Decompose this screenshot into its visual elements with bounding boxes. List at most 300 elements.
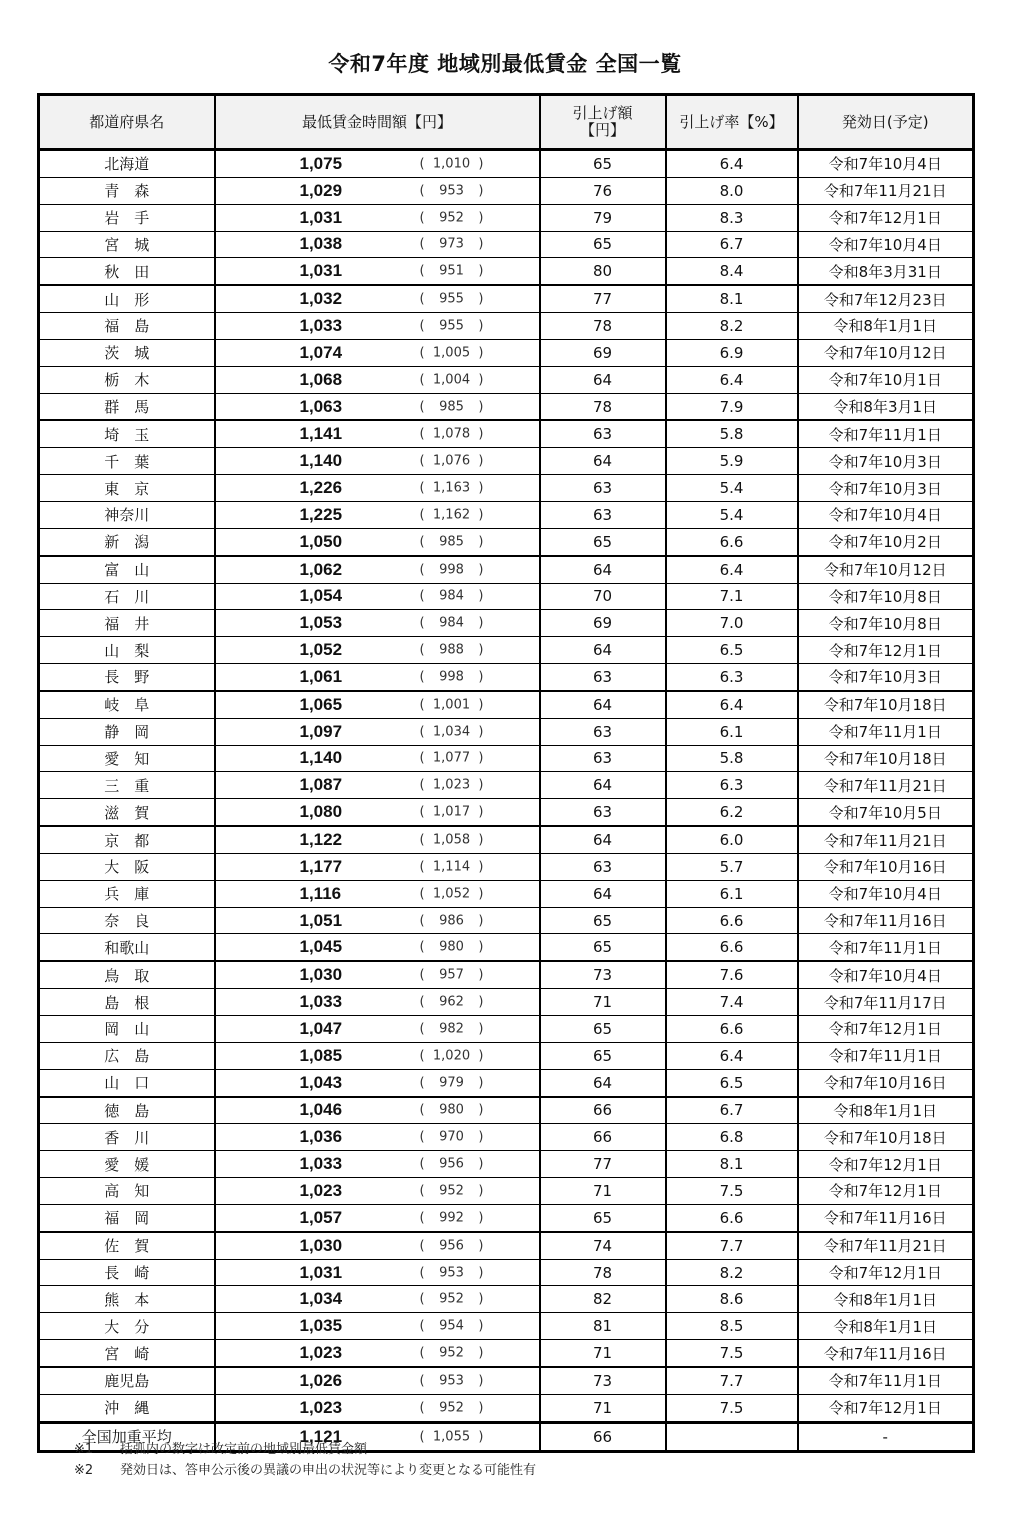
increase-amount: 71 (540, 1178, 666, 1205)
effective-date: 令和7年10月1日 (798, 366, 974, 393)
increase-rate: 5.4 (666, 475, 798, 502)
previous-wage (420, 1400, 484, 1415)
previous-wage-value: 980 (439, 1102, 464, 1118)
previous-wage (420, 968, 484, 983)
previous-wage (420, 562, 484, 577)
paren-open: ( (419, 507, 425, 523)
wage-cell (215, 1124, 540, 1151)
table-row (39, 989, 974, 1016)
previous-wage (420, 1048, 484, 1063)
increase-rate: 6.4 (666, 366, 798, 393)
effective-date: 令和7年10月5日 (798, 799, 974, 826)
effective-date: 令和7年11月1日 (798, 718, 974, 745)
increase-amount: 70 (540, 583, 666, 610)
wage-cell (215, 853, 540, 880)
increase-amount: 78 (540, 393, 666, 420)
paren-close: ) (478, 399, 484, 415)
prefecture-name: 愛 媛 (39, 1151, 215, 1178)
footnote-mark: ※2 (74, 1463, 94, 1478)
previous-wage-value: 1,010 (432, 156, 471, 172)
increase-amount: 78 (540, 1259, 666, 1286)
current-wage: 1,032 (299, 289, 343, 309)
paren-open: ( (419, 1021, 425, 1037)
paren-open: ( (419, 1102, 425, 1118)
wage-cell (215, 745, 540, 772)
increase-amount: 71 (540, 1394, 666, 1422)
increase-amount: 64 (540, 556, 666, 583)
increase-rate: 6.4 (666, 150, 798, 178)
effective-date: 令和7年10月12日 (798, 339, 974, 366)
current-wage: 1,034 (299, 1289, 343, 1309)
previous-wage-value: 1,078 (432, 426, 471, 442)
increase-rate: 6.8 (666, 1124, 798, 1151)
wage-cell (215, 556, 540, 583)
paren-open: ( (419, 1156, 425, 1172)
paren-open: ( (419, 156, 425, 172)
paren-open: ( (419, 832, 425, 848)
paren-open: ( (419, 886, 425, 902)
previous-wage (420, 1210, 484, 1225)
previous-wage (420, 886, 484, 901)
effective-date: 令和7年10月4日 (798, 961, 974, 988)
current-wage: 1,043 (299, 1072, 343, 1092)
paren-open: ( (419, 777, 425, 793)
prefecture-name: 静 岡 (39, 718, 215, 745)
previous-wage (420, 1021, 484, 1036)
increase-rate: 6.3 (666, 664, 798, 691)
increase-amount: 63 (540, 664, 666, 691)
previous-wage (420, 372, 484, 387)
increase-rate: 7.7 (666, 1232, 798, 1259)
increase-rate: 7.9 (666, 393, 798, 420)
wage-cell (215, 664, 540, 691)
current-wage: 1,075 (299, 153, 343, 173)
previous-wage-value: 1,001 (432, 697, 471, 713)
paren-close: ) (478, 1345, 484, 1361)
increase-amount: 73 (540, 1367, 666, 1394)
prefecture-name: 岡 山 (39, 1016, 215, 1043)
wage-cell (215, 610, 540, 637)
table-row (39, 1042, 974, 1069)
table-row (39, 907, 974, 934)
increase-amount: 71 (540, 989, 666, 1016)
previous-wage (420, 1238, 484, 1253)
previous-wage-value: 1,163 (432, 480, 471, 496)
previous-wage (420, 995, 484, 1010)
previous-wage (420, 833, 484, 848)
wage-cell (215, 366, 540, 393)
previous-wage (420, 1346, 484, 1361)
current-wage: 1,023 (299, 1397, 343, 1417)
table-row (39, 150, 974, 178)
current-wage: 1,226 (299, 478, 343, 498)
paren-close: ) (478, 588, 484, 604)
previous-wage (420, 751, 484, 766)
previous-wage-value: 1,058 (432, 832, 471, 848)
paren-close: ) (478, 156, 484, 172)
paren-open: ( (419, 1075, 425, 1091)
effective-date: 令和7年10月4日 (798, 880, 974, 907)
previous-wage-value: 953 (439, 1265, 464, 1281)
increase-rate: 7.5 (666, 1340, 798, 1367)
current-wage: 1,030 (299, 965, 343, 985)
paren-close: ) (478, 1210, 484, 1226)
prefecture-name: 北海道 (39, 150, 215, 178)
increase-amount: 66 (540, 1124, 666, 1151)
previous-wage (420, 210, 484, 225)
paren-close: ) (478, 750, 484, 766)
increase-rate: 8.2 (666, 313, 798, 340)
paren-open: ( (419, 750, 425, 766)
paren-open: ( (419, 1318, 425, 1334)
header-increase-line2: 【円】 (579, 121, 625, 139)
effective-date: 令和7年10月4日 (798, 501, 974, 528)
current-wage: 1,061 (299, 666, 343, 686)
effective-date: 令和7年10月18日 (798, 1124, 974, 1151)
prefecture-name: 奈 良 (39, 907, 215, 934)
previous-wage-value: 984 (439, 588, 464, 604)
table-row (39, 610, 974, 637)
current-wage: 1,023 (299, 1180, 343, 1200)
prefecture-name: 山 梨 (39, 637, 215, 664)
effective-date: 令和8年1月1日 (798, 1286, 974, 1313)
increase-rate: 8.5 (666, 1313, 798, 1340)
paren-open: ( (419, 1210, 425, 1226)
table-row (39, 448, 974, 475)
paren-close: ) (478, 507, 484, 523)
paren-close: ) (478, 1102, 484, 1118)
previous-wage-value: 970 (439, 1129, 464, 1145)
paren-open: ( (419, 642, 425, 658)
table-row (39, 339, 974, 366)
prefecture-name: 福 島 (39, 313, 215, 340)
paren-close: ) (478, 1238, 484, 1254)
previous-wage (420, 507, 484, 522)
previous-wage-value: 955 (439, 318, 464, 334)
paren-open: ( (419, 372, 425, 388)
increase-amount: 65 (540, 1016, 666, 1043)
previous-wage (420, 1292, 484, 1307)
previous-wage (420, 616, 484, 631)
paren-open: ( (419, 1400, 425, 1416)
paren-close: ) (478, 859, 484, 875)
current-wage: 1,080 (299, 802, 343, 822)
paren-open: ( (419, 318, 425, 334)
increase-rate: 5.8 (666, 745, 798, 772)
increase-rate: 5.7 (666, 853, 798, 880)
prefecture-name: 沖 縄 (39, 1394, 215, 1422)
effective-date: 令和7年10月12日 (798, 556, 974, 583)
previous-wage-value: 1,114 (432, 859, 471, 875)
increase-amount: 64 (540, 1069, 666, 1096)
previous-wage (420, 724, 484, 739)
prefecture-name: 高 知 (39, 1178, 215, 1205)
current-wage: 1,030 (299, 1235, 343, 1255)
paren-close: ) (478, 1318, 484, 1334)
increase-amount: 76 (540, 177, 666, 204)
current-wage: 1,140 (299, 748, 343, 768)
table-row (39, 1340, 974, 1367)
current-wage: 1,097 (299, 721, 343, 741)
prefecture-name: 東 京 (39, 475, 215, 502)
wage-cell (215, 501, 540, 528)
wage-cell (215, 1178, 540, 1205)
previous-wage-value: 952 (439, 1291, 464, 1307)
increase-amount: 65 (540, 150, 666, 178)
previous-wage (420, 940, 484, 955)
prefecture-name: 埼 玉 (39, 420, 215, 447)
paren-open: ( (419, 1265, 425, 1281)
paren-open: ( (419, 426, 425, 442)
current-wage: 1,225 (299, 504, 343, 524)
paren-open: ( (419, 534, 425, 550)
previous-wage-value: 956 (439, 1238, 464, 1254)
previous-wage (420, 1157, 484, 1172)
previous-wage-value: 955 (439, 291, 464, 307)
effective-date: 令和7年12月1日 (798, 1394, 974, 1422)
paren-close: ) (478, 1075, 484, 1091)
paren-open: ( (419, 669, 425, 685)
paren-close: ) (478, 1156, 484, 1172)
paren-close: ) (478, 669, 484, 685)
prefecture-name: 和歌山 (39, 934, 215, 961)
previous-wage-value: 982 (439, 1021, 464, 1037)
paren-open: ( (419, 236, 425, 252)
effective-date: 令和7年11月21日 (798, 1232, 974, 1259)
prefecture-name: 全国加重平均 (39, 1422, 215, 1451)
previous-wage (420, 643, 484, 658)
previous-wage (420, 292, 484, 307)
previous-wage (420, 237, 484, 252)
previous-wage-value: 1,162 (432, 507, 471, 523)
previous-wage-value: 1,017 (432, 804, 471, 820)
increase-amount: 64 (540, 637, 666, 664)
effective-date: 令和7年11月16日 (798, 907, 974, 934)
increase-rate: 8.0 (666, 177, 798, 204)
effective-date: 令和7年12月1日 (798, 1016, 974, 1043)
effective-date: 令和7年10月16日 (798, 1069, 974, 1096)
table-row (39, 1259, 974, 1286)
previous-wage-value: 954 (439, 1318, 464, 1334)
prefecture-name: 佐 賀 (39, 1232, 215, 1259)
minimum-wage-table (37, 93, 975, 1453)
increase-amount: 65 (540, 528, 666, 555)
prefecture-name: 徳 島 (39, 1097, 215, 1124)
effective-date: 令和7年11月1日 (798, 1042, 974, 1069)
increase-rate: 8.2 (666, 1259, 798, 1286)
table-row (39, 177, 974, 204)
effective-date: 令和7年10月18日 (798, 691, 974, 718)
previous-wage (420, 156, 484, 171)
previous-wage-value: 962 (439, 994, 464, 1010)
increase-amount: 80 (540, 258, 666, 285)
increase-amount: 64 (540, 772, 666, 799)
paren-close: ) (478, 480, 484, 496)
previous-wage (420, 1265, 484, 1280)
prefecture-name: 広 島 (39, 1042, 215, 1069)
increase-rate (666, 1422, 798, 1451)
wage-cell (215, 907, 540, 934)
prefecture-name: 神奈川 (39, 501, 215, 528)
wage-cell (215, 393, 540, 420)
wage-cell (215, 475, 540, 502)
increase-rate: 6.6 (666, 1204, 798, 1231)
increase-rate: 5.4 (666, 501, 798, 528)
prefecture-name: 岩 手 (39, 204, 215, 231)
prefecture-name: 長 崎 (39, 1259, 215, 1286)
header-date: 発効日(予定) (798, 95, 974, 150)
current-wage: 1,122 (299, 830, 343, 850)
current-wage: 1,063 (299, 396, 343, 416)
table-row (39, 1313, 974, 1340)
wage-cell (215, 204, 540, 231)
current-wage: 1,057 (299, 1207, 343, 1227)
previous-wage-value: 952 (439, 1345, 464, 1361)
footnote-mark: ※1 (74, 1442, 94, 1457)
paren-close: ) (478, 1373, 484, 1389)
table-row (39, 853, 974, 880)
paren-close: ) (478, 345, 484, 361)
table-row (39, 1016, 974, 1043)
prefecture-name: 愛 知 (39, 745, 215, 772)
wage-cell (215, 583, 540, 610)
effective-date: 令和7年11月16日 (798, 1340, 974, 1367)
wage-cell (215, 961, 540, 988)
current-wage: 1,031 (299, 1262, 343, 1282)
paren-close: ) (478, 453, 484, 469)
table-row (39, 583, 974, 610)
previous-wage-value: 1,077 (432, 750, 471, 766)
previous-wage-value: 973 (439, 236, 464, 252)
effective-date: 令和7年10月8日 (798, 610, 974, 637)
effective-date: 令和7年11月21日 (798, 772, 974, 799)
effective-date: 令和7年12月1日 (798, 204, 974, 231)
previous-wage-value: 953 (439, 183, 464, 199)
prefecture-name: 京 都 (39, 826, 215, 853)
paren-close: ) (478, 886, 484, 902)
wage-cell (215, 1042, 540, 1069)
paren-open: ( (419, 724, 425, 740)
increase-rate: 7.7 (666, 1367, 798, 1394)
increase-rate: 7.5 (666, 1178, 798, 1205)
increase-amount: 65 (540, 907, 666, 934)
prefecture-name: 栃 木 (39, 366, 215, 393)
table-body (39, 150, 974, 1452)
increase-amount: 63 (540, 853, 666, 880)
increase-rate: 8.3 (666, 204, 798, 231)
increase-amount: 63 (540, 501, 666, 528)
prefecture-name: 三 重 (39, 772, 215, 799)
prefecture-name: 島 根 (39, 989, 215, 1016)
previous-wage-value: 952 (439, 1400, 464, 1416)
previous-wage-value: 952 (439, 210, 464, 226)
current-wage: 1,023 (299, 1343, 343, 1363)
previous-wage (420, 264, 484, 279)
increase-amount: 64 (540, 366, 666, 393)
wage-cell (215, 1204, 540, 1231)
header-wage: 最低賃金時間額【円】 (215, 95, 540, 150)
prefecture-name: 岐 阜 (39, 691, 215, 718)
paren-open: ( (419, 183, 425, 199)
increase-rate: 6.6 (666, 1016, 798, 1043)
previous-wage-value: 984 (439, 615, 464, 631)
footnote-text: 発効日は、答申公示後の異議の申出の状況等により変更となる可能性有 (120, 1463, 537, 1478)
table-row (39, 1394, 974, 1422)
current-wage: 1,074 (299, 342, 343, 362)
previous-wage (420, 589, 484, 604)
increase-amount: 71 (540, 1340, 666, 1367)
paren-open: ( (419, 1345, 425, 1361)
increase-rate: 5.8 (666, 420, 798, 447)
previous-wage-value: 1,005 (432, 345, 471, 361)
paren-open: ( (419, 615, 425, 631)
wage-cell (215, 339, 540, 366)
previous-wage (420, 345, 484, 360)
increase-rate: 6.5 (666, 637, 798, 664)
previous-wage (420, 1130, 484, 1145)
paren-close: ) (478, 1291, 484, 1307)
table-row (39, 961, 974, 988)
previous-wage-value: 1,076 (432, 453, 471, 469)
increase-rate: 6.7 (666, 231, 798, 258)
wage-cell (215, 1394, 540, 1422)
current-wage: 1,085 (299, 1045, 343, 1065)
effective-date: 令和7年12月1日 (798, 1178, 974, 1205)
wage-cell (215, 1367, 540, 1394)
paren-close: ) (478, 724, 484, 740)
prefecture-name: 宮 城 (39, 231, 215, 258)
prefecture-name: 大 分 (39, 1313, 215, 1340)
paren-close: ) (478, 832, 484, 848)
previous-wage-value: 992 (439, 1210, 464, 1226)
wage-cell (215, 718, 540, 745)
previous-wage-value: 998 (439, 669, 464, 685)
increase-rate: 6.4 (666, 691, 798, 718)
current-wage: 1,141 (299, 424, 343, 444)
prefecture-name: 宮 崎 (39, 1340, 215, 1367)
paren-close: ) (478, 426, 484, 442)
prefecture-name: 福 岡 (39, 1204, 215, 1231)
increase-amount: 63 (540, 799, 666, 826)
prefecture-name: 千 葉 (39, 448, 215, 475)
effective-date: 令和8年1月1日 (798, 1313, 974, 1340)
footnote-text: 括弧内の数字は改定前の地域別最低賃金額 (120, 1442, 368, 1457)
previous-wage (420, 913, 484, 928)
paren-close: ) (478, 1265, 484, 1281)
increase-rate: 6.4 (666, 556, 798, 583)
paren-open: ( (419, 859, 425, 875)
previous-wage-value: 1,034 (432, 724, 471, 740)
previous-wage (420, 805, 484, 820)
previous-wage (420, 454, 484, 469)
table-row (39, 664, 974, 691)
increase-rate: 8.6 (666, 1286, 798, 1313)
paren-open: ( (419, 1429, 425, 1445)
paren-open: ( (419, 399, 425, 415)
wage-cell (215, 826, 540, 853)
previous-wage (420, 1075, 484, 1090)
prefecture-name: 兵 庫 (39, 880, 215, 907)
paren-open: ( (419, 1048, 425, 1064)
page-title: 令和7年度 地域別最低賃金 全国一覧 (328, 52, 682, 76)
increase-amount: 63 (540, 718, 666, 745)
table-row (39, 313, 974, 340)
table-row (39, 528, 974, 555)
paren-close: ) (478, 939, 484, 955)
increase-amount: 64 (540, 691, 666, 718)
paren-close: ) (478, 1429, 484, 1445)
table-row (39, 745, 974, 772)
